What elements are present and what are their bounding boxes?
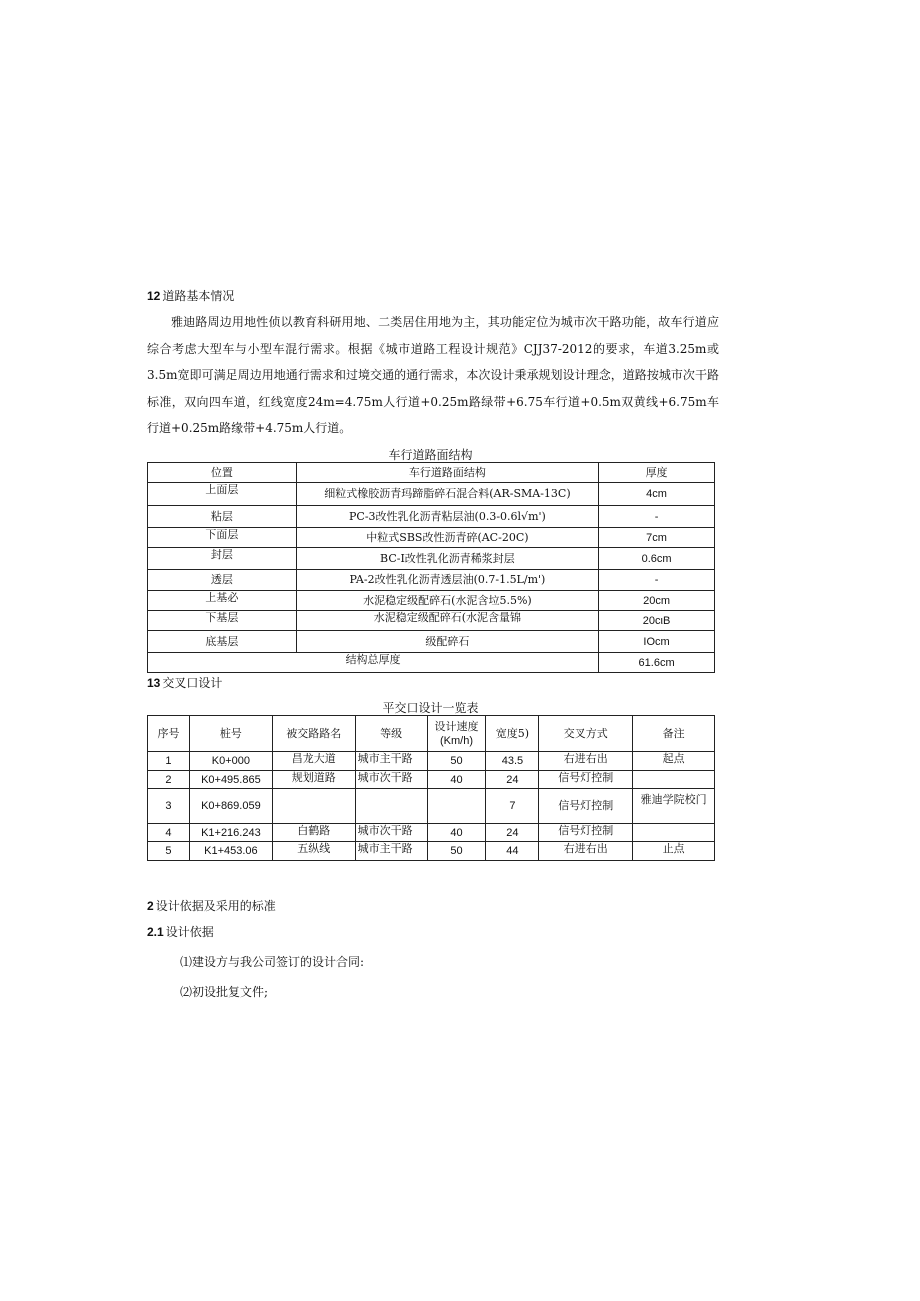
header-road: 被交路路名: [272, 716, 355, 752]
section-number: 2.1: [147, 925, 164, 939]
row-speed: [427, 789, 486, 824]
row-seq: 1: [148, 752, 190, 771]
row-width: 44: [486, 842, 539, 861]
basis-item: ⑵初设批复文件;: [180, 985, 269, 999]
table-row: [148, 548, 715, 570]
row-mode: 信号灯控制: [539, 789, 633, 824]
row-structure: 水泥稳定级配碎石(水泥含量锦: [296, 611, 598, 631]
section-title: 设计依据及采用的标准: [155, 899, 276, 913]
row-note: 起点: [633, 752, 715, 771]
table-row: [148, 771, 715, 789]
section-1-3-heading: [147, 674, 222, 691]
row-position: 透层: [148, 570, 297, 591]
row-grade: 城市主干路: [355, 842, 427, 861]
row-thickness: -: [599, 506, 715, 528]
total-value: 61.6cm: [599, 653, 715, 673]
row-speed: 40: [427, 824, 486, 842]
row-thickness: IOcm: [599, 631, 715, 653]
section-number: 2: [147, 899, 154, 913]
header-speed-line2: (Km/h): [439, 734, 473, 747]
row-position: 上基必: [148, 591, 297, 611]
row-mode: 右进右出: [539, 752, 633, 771]
basis-item: ⑴建设方与我公司签订的设计合同:: [180, 955, 365, 969]
row-note: [633, 824, 715, 842]
row-station: K0+869.059: [189, 789, 272, 824]
row-grade: 城市主干路: [355, 752, 427, 771]
row-width: 24: [486, 771, 539, 789]
row-width: 24: [486, 824, 539, 842]
header-note: 备注: [633, 716, 715, 752]
table-row: [148, 824, 715, 842]
row-seq: 5: [148, 842, 190, 861]
row-station: K0+000: [189, 752, 272, 771]
row-position: 下面层: [148, 528, 297, 548]
row-width: 7: [486, 789, 539, 824]
table-row: [148, 528, 715, 548]
table-header-row: [148, 463, 715, 483]
row-road: [272, 789, 355, 824]
section-number: 12: [147, 289, 161, 303]
table-row: [148, 842, 715, 861]
row-station: K1+453.06: [189, 842, 272, 861]
row-mode: 右进右出: [539, 842, 633, 861]
table-row: [148, 789, 715, 824]
row-structure: 细粒式橡胶沥青玛蹄脂碎石混合料(AR-SMA-13C): [296, 483, 598, 506]
section-1-2-heading: [147, 287, 234, 304]
header-speed: [427, 716, 486, 752]
row-mode: 信号灯控制: [539, 824, 633, 842]
row-thickness: 20cm: [599, 591, 715, 611]
table-row: [148, 631, 715, 653]
table-row: [148, 591, 715, 611]
row-thickness: 20cιB: [599, 611, 715, 631]
table-row: [148, 570, 715, 591]
row-thickness: 0.6cm: [599, 548, 715, 570]
row-structure: 水泥稳定级配碎石(水泥含垃5.5%): [296, 591, 598, 611]
row-station: K1+216.243: [189, 824, 272, 842]
section-number: 13: [147, 676, 161, 690]
row-grade: [355, 789, 427, 824]
row-seq: 4: [148, 824, 190, 842]
total-label: 结构总厚度: [148, 653, 599, 673]
row-structure: BC-I改性乳化沥青稀浆封层: [296, 548, 598, 570]
row-seq: 2: [148, 771, 190, 789]
row-position: 上面层: [148, 483, 297, 506]
row-station: K0+495.865: [189, 771, 272, 789]
header-thickness: 厚度: [599, 463, 715, 483]
row-position: 底基层: [148, 631, 297, 653]
header-speed-line1: 设计速度: [434, 719, 479, 733]
section-2-1-heading: [147, 923, 214, 940]
row-thickness: 7cm: [599, 528, 715, 548]
row-grade: 城市次干路: [355, 824, 427, 842]
intersection-table-caption: 平交口设计一览表: [382, 701, 479, 715]
header-grade: 等级: [355, 716, 427, 752]
row-speed: 50: [427, 752, 486, 771]
intersection-table: [147, 715, 715, 861]
table-row: [148, 752, 715, 771]
table-total-row: [148, 653, 715, 673]
row-road: 五纵线: [272, 842, 355, 861]
row-structure: PC-3改性乳化沥青粘层油(0.3-0.6l√m'): [296, 506, 598, 528]
pavement-table-caption: 车行道路面结构: [388, 448, 473, 462]
row-position: 封层: [148, 548, 297, 570]
section-title: 交叉口设计: [162, 676, 223, 690]
header-width: 宽度5): [486, 716, 539, 752]
row-road: 昌龙大道: [272, 752, 355, 771]
header-station: 桩号: [189, 716, 272, 752]
row-structure: PA-2改性乳化沥青透层油(0.7-1.5L/m'): [296, 570, 598, 591]
table-header-row: [148, 716, 715, 752]
row-speed: 50: [427, 842, 486, 861]
paragraph-text: 雅迪路周边用地性侦以教育科研用地、二类居住用地为主，其功能定位为城市次干路功能，故车行道应综合考虑大型车与小型车混行需求。根据《城市道路工程设计规范》CJJ37-2012的要求，车道3.25m或3.5m宽即可满足周边用地通行需求和过境交通的通行需求，本次设计秉承规划设计理念，道路按城市次干路标准，双向四车道，红线宽度24m=4.75m人行道+0.25m路绿带+6.75车行道+0.5m双黄线+6.75m车行道+0.25m路缘带+4.75m人行道。: [147, 315, 719, 435]
section-title: 道路基本情况: [162, 289, 235, 303]
row-speed: 40: [427, 771, 486, 789]
row-grade: 城市次干路: [355, 771, 427, 789]
section-title: 设计依据: [165, 925, 214, 939]
row-structure: 级配碎石: [296, 631, 598, 653]
pavement-structure-table: [147, 462, 715, 673]
row-road: 规划道路: [272, 771, 355, 789]
header-seq: 序号: [148, 716, 190, 752]
row-seq: 3: [148, 789, 190, 824]
row-note: 止点: [633, 842, 715, 861]
table-row: [148, 611, 715, 631]
row-road: 白鹤路: [272, 824, 355, 842]
row-note: [633, 771, 715, 789]
table-row: [148, 506, 715, 528]
section-2-heading: [147, 897, 276, 914]
row-note: 雅迪学院校门: [633, 789, 715, 824]
header-mode: 交叉方式: [539, 716, 633, 752]
row-position: 粘层: [148, 506, 297, 528]
road-description-paragraph: [147, 309, 719, 442]
row-thickness: 4cm: [599, 483, 715, 506]
row-mode: 信号灯控制: [539, 771, 633, 789]
row-position: 下基层: [148, 611, 297, 631]
header-position: 位置: [148, 463, 297, 483]
row-thickness: -: [599, 570, 715, 591]
table-row: [148, 483, 715, 506]
row-width: 43.5: [486, 752, 539, 771]
header-structure: 车行道路面结构: [296, 463, 598, 483]
row-structure: 中粒式SBS改性沥青碎(AC-20C): [296, 528, 598, 548]
